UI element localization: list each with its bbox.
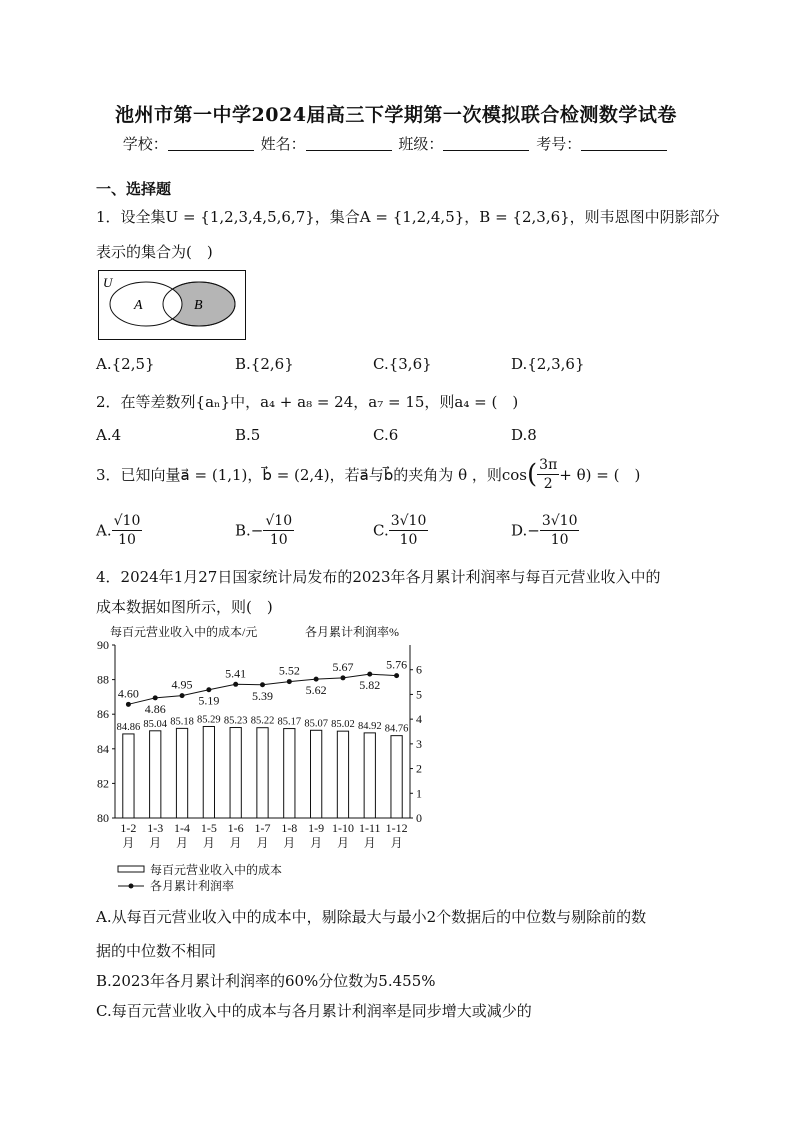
q3-option-d-label: D.−: [511, 521, 540, 540]
chart-right-tick-label: 5: [416, 687, 422, 702]
q4-option-c[interactable]: C.每百元营业收入中的成本与各月累计利润率是同步增大或减少的: [96, 1002, 532, 1020]
chart-left-tick-label: 86: [97, 707, 109, 722]
chart-right-tick-label: 3: [416, 736, 422, 751]
chart-bar: [311, 730, 322, 818]
q1-line2: 表示的集合为( ): [96, 243, 213, 261]
chart-x-tick-label: 月: [149, 836, 162, 850]
chart-bar-label: 85.02: [331, 719, 355, 731]
q3-frac-den: 2: [543, 476, 553, 492]
school-blank: [168, 136, 254, 151]
chart-left-tick-label: 80: [97, 811, 109, 825]
chart-bar-label: 84.86: [116, 721, 141, 733]
chart-line-point: [367, 672, 372, 677]
chart-x-tick-label: 1-9: [308, 821, 325, 835]
chart-bar-label: 85.04: [143, 718, 168, 730]
chart-x-tick-label: 月: [390, 836, 403, 850]
chart-right-tick-label: 1: [416, 786, 422, 801]
chart-line-point: [233, 682, 238, 687]
q3-option-d-num: 3√10: [541, 513, 578, 529]
chart-x-tick-label: 月: [310, 836, 323, 850]
q3-option-c-den: 10: [399, 532, 418, 548]
q3-option-a-num: √10: [113, 513, 141, 529]
chart-bar: [284, 729, 295, 818]
chart-bar-label: 85.17: [277, 716, 302, 728]
chart-legend-bar-swatch: [118, 866, 144, 872]
chart-x-tick-label: 月: [176, 836, 189, 850]
chart-x-tick-label: 1-11: [358, 821, 381, 835]
q4-option-a-line2[interactable]: 据的中位数不相同: [96, 942, 217, 960]
chart-bar: [176, 728, 187, 818]
chart-x-tick-label: 1-3: [147, 821, 164, 835]
chart-bar-label: 84.92: [357, 720, 382, 732]
chart-line-label: 4.95: [171, 677, 193, 692]
chart-x-tick-label: 1-6: [227, 821, 244, 835]
q3-option-a-label: A.: [96, 521, 112, 540]
q3-option-c-label: C.: [373, 521, 389, 540]
chart-right-tick-label: 0: [416, 811, 422, 825]
name-blank: [306, 136, 392, 151]
chart-bar: [257, 728, 268, 818]
q4-option-b[interactable]: B.2023年各月累计利润率的60%分位数为5.455%: [96, 972, 436, 990]
q2-option-c[interactable]: C.6: [373, 426, 399, 444]
chart-x-tick-label: 月: [202, 836, 215, 850]
q2-option-a[interactable]: A.4: [96, 426, 122, 444]
q4-chart: [90, 620, 450, 900]
chart-line-point: [314, 677, 319, 682]
chart-bar: [364, 733, 375, 818]
chart-line-label: 4.60: [117, 686, 139, 701]
q3-option-c[interactable]: [373, 512, 428, 549]
chart-left-tick-label: 90: [97, 638, 109, 652]
school-label: 学校：: [122, 135, 168, 153]
chart-bar: [150, 731, 161, 818]
chart-line-point: [126, 702, 131, 707]
q3-text-post: + θ) = ( ): [559, 466, 641, 484]
chart-bar-label: 85.23: [223, 715, 248, 727]
q3-option-a-den: 10: [118, 532, 136, 548]
chart-line-point: [340, 675, 345, 680]
chart-left-tick-label: 82: [97, 776, 109, 791]
chart-legend-line-label: 各月累计利润率: [150, 879, 235, 893]
chart-bar: [337, 731, 348, 818]
q3-frac-num: 3π: [539, 457, 558, 473]
q3-option-d[interactable]: [511, 512, 579, 549]
venn-u-label: U: [103, 275, 113, 290]
chart-line-label: 5.67: [332, 659, 354, 674]
chart-x-tick-label: 月: [256, 836, 269, 850]
q2-text: 2．在等差数列{aₙ}中，a₄ + a₈ = 24，a₇ = 15，则a₄ = ( ): [96, 393, 519, 411]
chart-line-label: 5.52: [278, 663, 300, 678]
q2-option-b[interactable]: B.5: [235, 426, 261, 444]
chart-right-tick-label: 4: [416, 712, 422, 727]
q3-text: 3．已知向量a⃗ = (1,1)，b⃗ = (2,4)，若a⃗与b⃗的夹角为 θ ，则cos( $\frac{3\pi}{2}$ + θ) = ( ): [96, 457, 641, 492]
chart-left-tick-label: 88: [97, 672, 109, 687]
chart-bar-label: 85.22: [250, 715, 275, 727]
student-info-line: [0, 133, 792, 154]
chart-line-label: 5.19: [198, 693, 220, 708]
q3-option-b[interactable]: [235, 512, 294, 549]
q3-option-d-den: 10: [550, 532, 569, 548]
q3-option-b-num: √10: [265, 513, 293, 529]
q1-option-c[interactable]: C.{3,6}: [373, 355, 432, 373]
q3-option-b-label: B.−: [235, 521, 264, 540]
chart-x-tick-label: 月: [122, 836, 135, 850]
chart-x-tick-label: 月: [336, 836, 349, 850]
section-title: 一、选择题: [96, 180, 172, 198]
chart-line-point: [180, 693, 185, 698]
q1-option-b[interactable]: B.{2,6}: [235, 355, 294, 373]
q3-text-pre: 3．已知向量a⃗ = (1,1)，b⃗ = (2,4)，若a⃗与b⃗的夹角为 θ ，则cos: [96, 466, 527, 484]
q1-option-d[interactable]: D.{2,3,6}: [511, 355, 585, 373]
chart-bar-label: 85.07: [304, 718, 328, 730]
chart-line-label: 5.82: [359, 678, 381, 693]
chart-x-tick-label: 1-4: [174, 821, 191, 835]
chart-x-tick-label: 1-5: [200, 821, 217, 835]
chart-legend-bar-label: 每百元营业收入中的成本: [150, 863, 283, 877]
chart-bar: [123, 734, 134, 818]
chart-line-point: [287, 679, 292, 684]
venn-b-label: B: [194, 298, 203, 313]
chart-x-tick-label: 1-10: [331, 821, 354, 835]
class-blank: [443, 136, 529, 151]
chart-bar: [203, 726, 214, 818]
chart-bar: [391, 736, 402, 818]
chart-bar-label: 84.76: [384, 723, 409, 735]
q3-option-b-den: 10: [269, 532, 288, 548]
chart-x-tick-label: 月: [283, 836, 296, 850]
q3-option-a[interactable]: [96, 512, 142, 549]
chart-line-point: [153, 695, 158, 700]
chart-line-label: 5.39: [252, 688, 273, 703]
q1-line1: 1．设全集U = {1,2,3,4,5,6,7}，集合A = {1,2,4,5}，B = {2,3,6}，则韦恩图中阴影部分: [96, 208, 720, 226]
chart-x-tick-label: 月: [229, 836, 242, 850]
exam-title: 池州市第一中学2024届高三下学期第一次模拟联合检测数学试卷: [115, 104, 677, 126]
name-label: 姓名：: [260, 135, 306, 153]
exam-number-label: 考号：: [536, 135, 582, 153]
chart-bar-label: 85.29: [197, 714, 221, 726]
q4-line2: 成本数据如图所示，则( ): [96, 598, 273, 616]
chart-line-point: [206, 687, 211, 692]
chart-bar: [230, 728, 241, 818]
venn-svg: [99, 271, 245, 339]
chart-bar-label: 85.18: [170, 716, 194, 728]
chart-left-axis-title: 每百元营业收入中的成本/元: [110, 625, 258, 639]
chart-x-tick-label: 1-8: [281, 821, 298, 835]
q3-option-c-num: 3√10: [390, 513, 427, 529]
chart-left-tick-label: 84: [97, 741, 109, 756]
chart-x-tick-label: 月: [363, 836, 376, 850]
chart-right-axis-title: 各月累计利润率%: [305, 625, 399, 639]
q4-line1: 4．2024年1月27日国家统计局发布的2023年各月累计利润率与每百元营业收入中的: [96, 568, 661, 586]
q3-fraction: [537, 456, 559, 493]
chart-right-tick-label: 2: [416, 761, 422, 776]
chart-line-label: 5.76: [386, 657, 408, 672]
venn-diagram: [98, 270, 246, 340]
q1-option-a[interactable]: A.{2,5}: [96, 355, 155, 373]
exam-number-blank: [581, 136, 667, 151]
chart-legend-line-marker: [129, 884, 134, 889]
class-label: 班级：: [398, 135, 444, 153]
chart-x-tick-label: 1-12: [385, 821, 408, 835]
chart-x-tick-label: 1-2: [120, 821, 137, 835]
chart-x-tick-label: 1-7: [254, 821, 271, 835]
venn-a-label: A: [134, 298, 143, 313]
q4-option-a-line1[interactable]: A.从每百元营业收入中的成本中，剔除最大与最小2个数据后的中位数与剔除前的数: [96, 908, 647, 926]
chart-line-point: [394, 673, 399, 678]
chart-line-label: 5.62: [305, 683, 327, 698]
chart-line-point: [260, 682, 265, 687]
chart-right-tick-label: 6: [416, 662, 422, 677]
chart-line-label: 4.86: [144, 701, 166, 716]
q2-option-d[interactable]: D.8: [511, 426, 537, 444]
chart-line-label: 5.41: [225, 666, 247, 681]
